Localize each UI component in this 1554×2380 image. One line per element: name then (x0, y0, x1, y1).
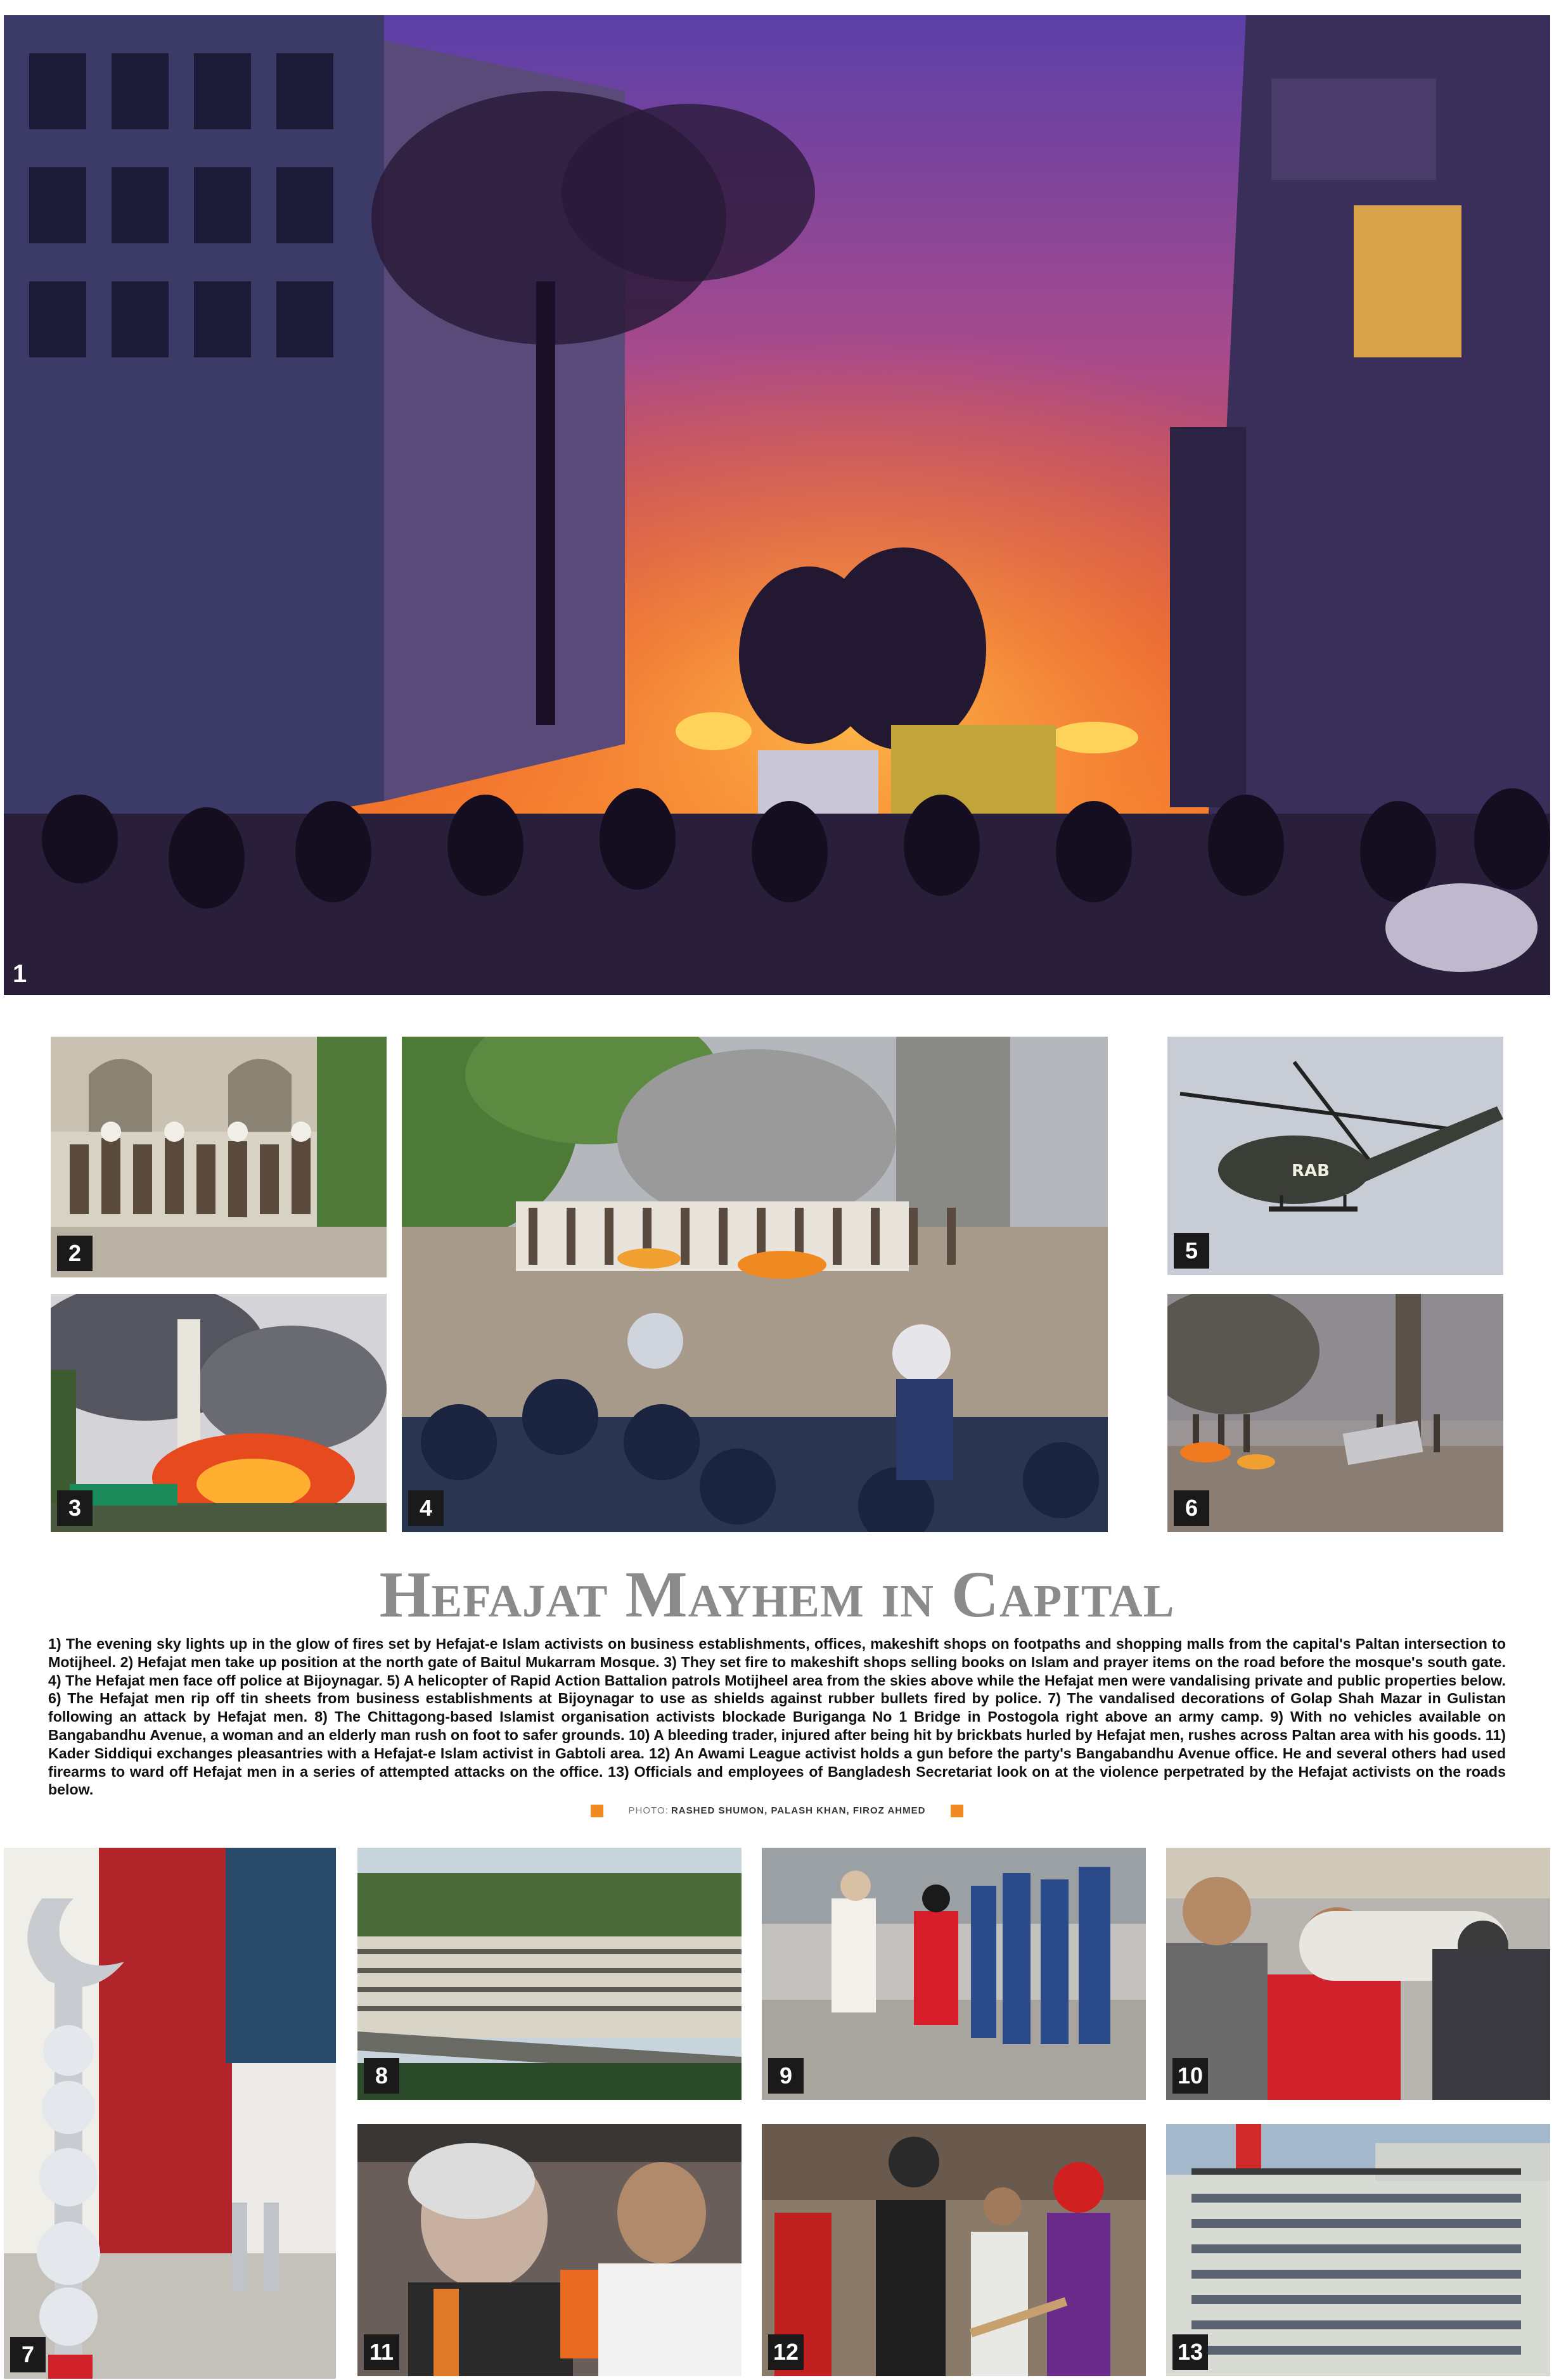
photo-captions: 1) The evening sky lights up in the glow of fires set by Hefajat-e Islam activists on business establishments, offices, makeshift shops on footpaths and shopping malls from the capital's Paltan intersection to Motijheel. 2) Hefajat men take up position at the north gate of Baitul Mukarram Mosque. 3) They set fire to makeshift shops selling books on Islam and prayer items on the road before the mosque's south gate. 4) The Hefajat men face off police at Bijoynagar. 5) A helicopter of Rapid Action Battalion patrols Motijheel area from the skies above while the Hefajat men were vandalising private and public properties below. 6) The Hefajat men rip off tin sheets from business establishments at Bijoynagar to use as shields against rubber bullets fired by police. 7) The vandalised decorations of Golap Shah Mazar in Gulistan following an attack by Hefajat men. 8) The Chittagong-based Islamist organisation activists blockade Buriganga No 1 Bridge in Postogola right above an army camp. 9) With no vehicles available on Bangabandhu Avenue, a woman and an elderly man rush on foot to safer grounds. 10) A bleeding trader, injured after being hit by brickbats hurled by Hefajat men, rushes across Paltan area with his goods. 11) Kader Siddiqui exchanges pleasantries with a Hefajat-e Islam activist in Gabtoli area. 12) An Awami League activist holds a gun before the party's Bangabandhu Avenue office. He and several others had used firearms to ward off Hefajat men in a series of attempted attacks on the office. 13) Officials and employees of Bangladesh Secretariat look on at the violence perpetrated by the Hefajat activists on the roads below. (48, 1635, 1506, 1798)
photo-number-12: 12 (768, 2334, 804, 2370)
photo-number-11: 11 (364, 2334, 399, 2370)
headline: Hefajat Mayhem in Capital (379, 1558, 1175, 1631)
photo-number-7: 7 (10, 2337, 46, 2372)
photo-number-3: 3 (57, 1490, 93, 1526)
photo-6-tin-sheet-shields (1167, 1294, 1503, 1532)
photo-4-police-face-off-bijoynagar (402, 1037, 1108, 1532)
photo-number-2: 2 (57, 1236, 93, 1271)
credit-marker-right (951, 1805, 963, 1817)
photo-number-5: 5 (1174, 1233, 1209, 1269)
photo-number-1: 1 (13, 960, 27, 988)
photo-5-rab-helicopter (1167, 1037, 1503, 1275)
credit-marker-left (591, 1805, 603, 1817)
credit-prefix: PHOTO: (628, 1805, 669, 1816)
photo-number-9: 9 (768, 2058, 804, 2094)
photo-credit (0, 1805, 1554, 1817)
photo-number-13: 13 (1172, 2334, 1208, 2370)
photo-10-bleeding-trader (1166, 1848, 1550, 2100)
photo-13-secretariat (1166, 2124, 1550, 2376)
photo-number-6: 6 (1174, 1490, 1209, 1526)
credit-names: RASHED SHUMON, PALASH KHAN, FIROZ AHMED (671, 1805, 926, 1816)
photo-2-mosque-north-gate (51, 1037, 387, 1277)
photo-3-shops-on-fire (51, 1294, 387, 1532)
photo-number-4: 4 (408, 1490, 444, 1526)
photo-11-kader-siddiqui (357, 2124, 742, 2376)
photo-1-fire-paltan (4, 15, 1550, 995)
photo-number-8: 8 (364, 2058, 399, 2094)
photo-12-awami-league-gun (762, 2124, 1146, 2376)
photo-7-golap-shah-mazar (4, 1848, 336, 2379)
photo-9-fleeing-on-foot (762, 1848, 1146, 2100)
photo-8-buriganga-bridge (357, 1848, 742, 2100)
helicopter-marking: RAB (1292, 1161, 1330, 1180)
photo-number-10: 10 (1172, 2058, 1208, 2094)
